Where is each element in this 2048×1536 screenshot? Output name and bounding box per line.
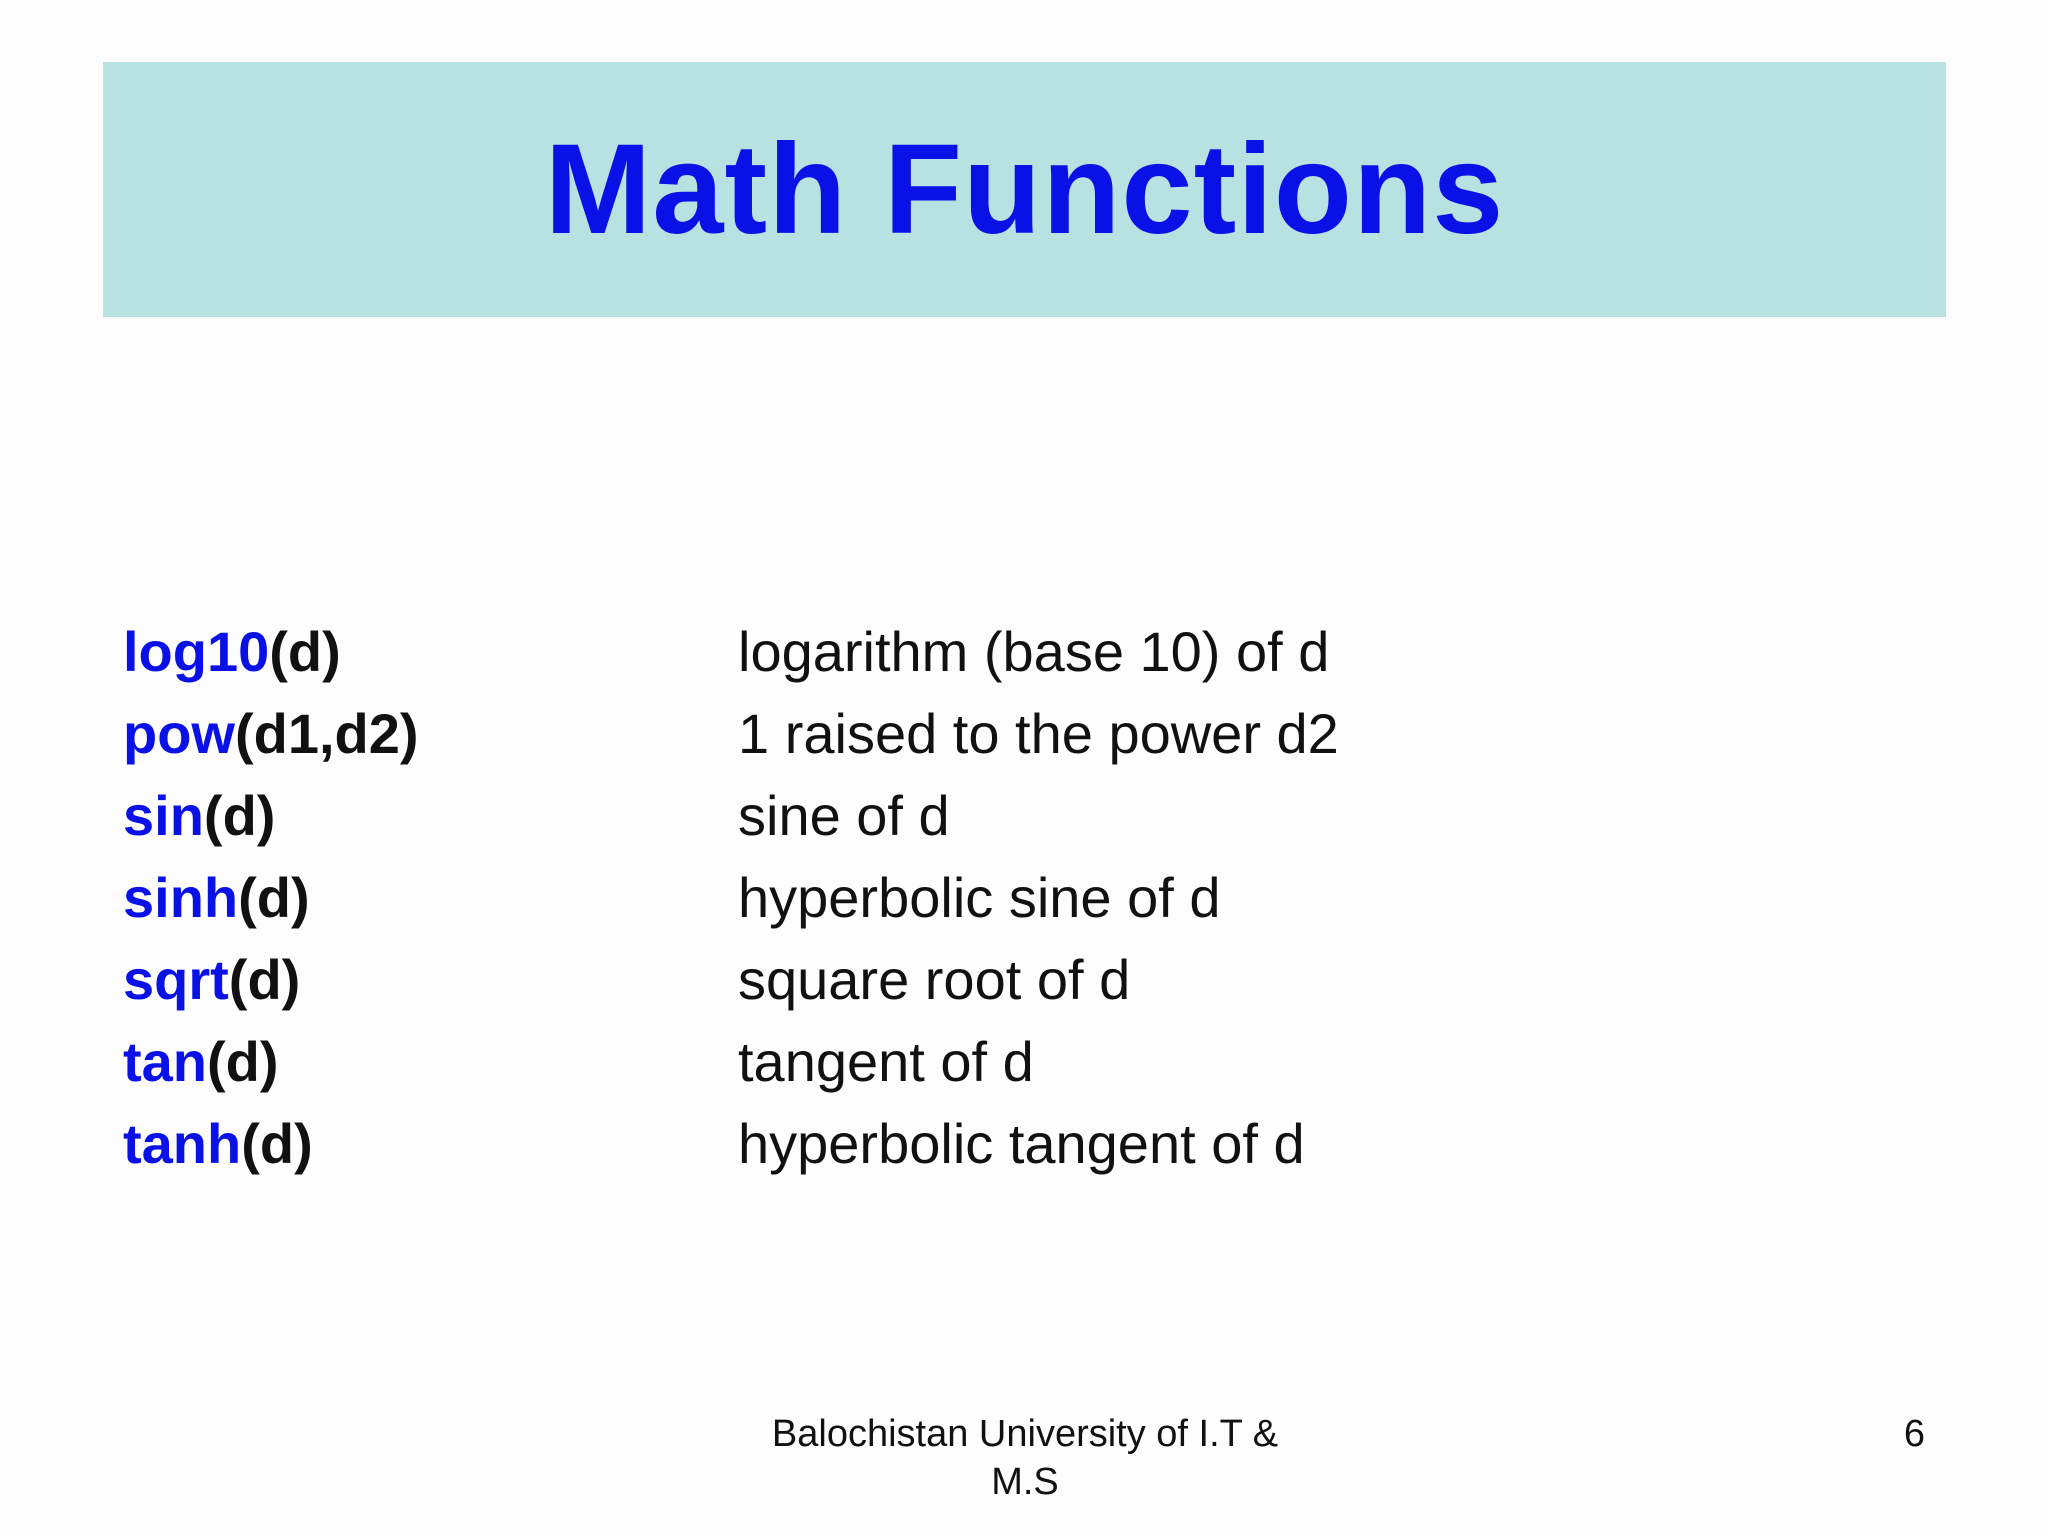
- function-signature: [123, 701, 738, 766]
- function-args: (d): [269, 619, 341, 683]
- function-name: tan: [123, 1029, 207, 1093]
- function-signature: [123, 865, 738, 930]
- function-row-log10: [123, 610, 1823, 692]
- function-name: pow: [123, 701, 235, 765]
- function-name: tanh: [123, 1111, 242, 1175]
- function-signature: [123, 1029, 738, 1094]
- function-row-pow: [123, 692, 1823, 774]
- function-description: 1 raised to the power d2: [738, 701, 1339, 765]
- function-args: (d1,d2): [234, 701, 419, 765]
- function-description: hyperbolic sine of d: [738, 865, 1221, 929]
- function-args: (d): [241, 1111, 313, 1175]
- function-row-tanh: [123, 1102, 1823, 1184]
- function-name: sqrt: [123, 947, 229, 1011]
- footer-line-2: M.S: [991, 1461, 1059, 1503]
- function-description: logarithm (base 10) of d: [738, 619, 1330, 683]
- function-name: sinh: [123, 865, 239, 929]
- function-signature: [123, 783, 738, 848]
- function-description: hyperbolic tangent of d: [738, 1111, 1305, 1175]
- function-args: (d): [238, 865, 310, 929]
- function-row-sin: [123, 774, 1823, 856]
- title-bar: [103, 62, 1946, 317]
- footer-institution: [740, 1410, 1310, 1506]
- page-number: 6: [1903, 1413, 1925, 1455]
- function-name: log10: [123, 619, 270, 683]
- function-description: sine of d: [738, 783, 950, 847]
- function-row-tan: [123, 1020, 1823, 1102]
- function-description: square root of d: [738, 947, 1131, 1011]
- function-row-sinh: [123, 856, 1823, 938]
- function-description: tangent of d: [738, 1029, 1034, 1093]
- function-table: [123, 610, 1823, 1184]
- function-args: (d): [203, 783, 276, 847]
- function-name: sin: [123, 783, 204, 847]
- function-args: (d): [228, 947, 301, 1011]
- function-signature: [123, 1111, 738, 1176]
- footer-line-1: Balochistan University of I.T &: [771, 1413, 1279, 1455]
- function-signature: [123, 947, 738, 1012]
- function-signature: [123, 619, 738, 684]
- function-row-sqrt: [123, 938, 1823, 1020]
- function-args: (d): [207, 1029, 279, 1093]
- slide-title: Math Functions: [544, 117, 1505, 261]
